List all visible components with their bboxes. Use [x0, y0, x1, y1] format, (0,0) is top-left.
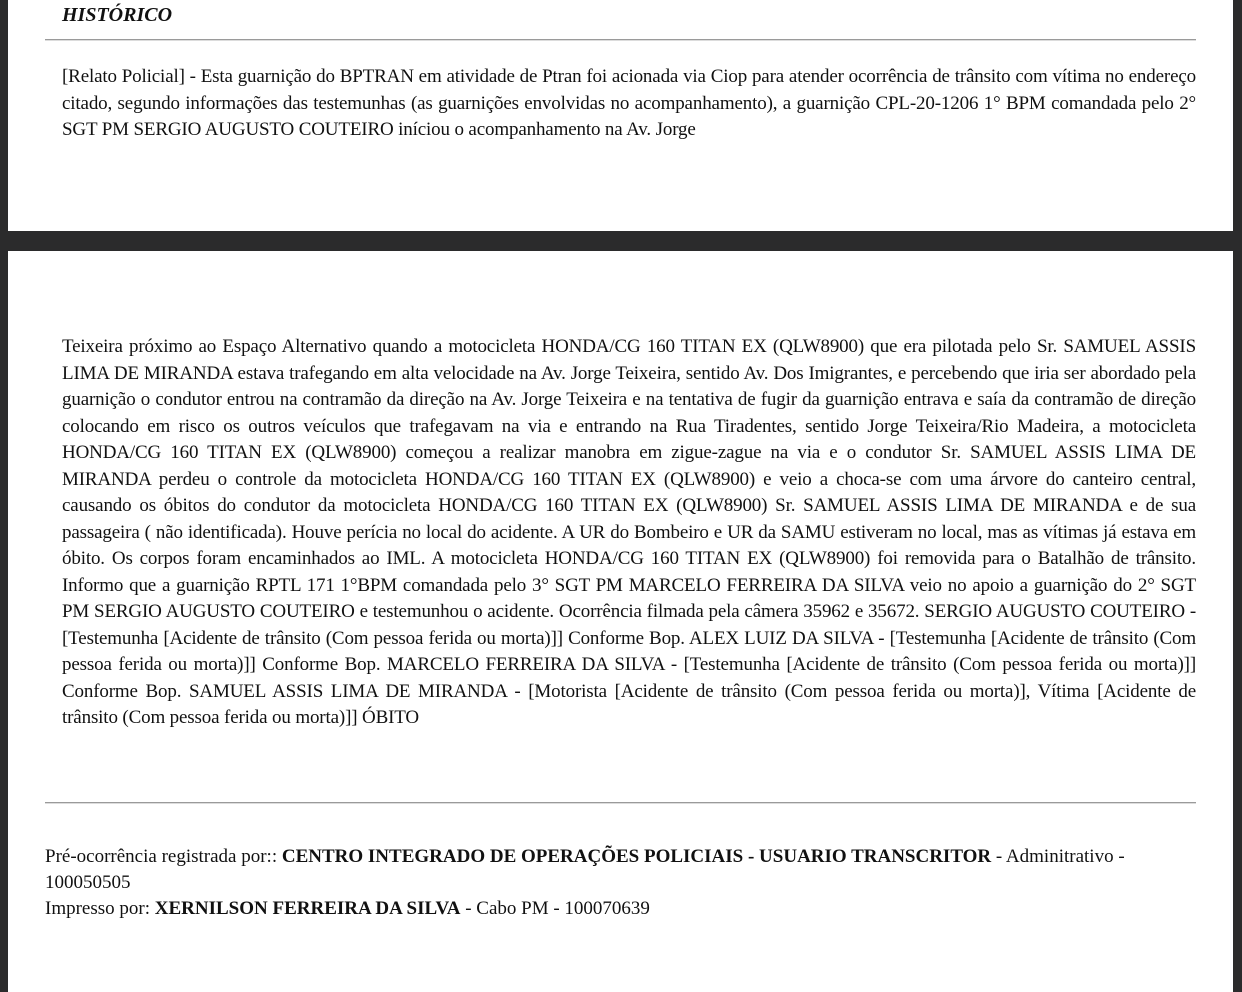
narrative-paragraph-part2: Teixeira próximo ao Espaço Alternativo quando a motocicleta HONDA/CG 160 TITAN EX (QLW8900) que era pilotada pelo Sr. SAMUEL ASSIS LIMA DE MIRANDA estava trafegando em alta velocidade na Av. Jorge Teixeira, sentido Av. Dos Imigrantes, e percebendo que iria ser abordado pela guarnição o condutor entrou na contramão da direção na Av. Jorge Teixeira e na tentativa de fugir da guarnição entrava e saía da contramão de direção colocando em risco os outros veículos que trafegavam na via e entrando na Rua Tiradentes, sentido Jorge Teixeira/Rio Madeira, a motocicleta HONDA/CG 160 TITAN EX (QLW8900) começou a realizar manobra em zigue-zague na via e o condutor Sr. SAMUEL ASSIS LIMA DE MIRANDA perdeu o controle da motocicleta HONDA/CG 160 TITAN EX (QLW8900) e veio a choca-se com uma árvore do canteiro central, causando os óbitos do condutor da motocicleta HONDA/CG 160 TITAN EX (QLW8900) Sr. SAMUEL ASSIS LIMA DE MIRANDA e de sua passageira ( não identificada). Houve perícia no local do acidente. A UR do Bombeiro e UR da SAMU estiveram no local, mas as vítimas já estava em óbito. Os corpos foram encaminhados ao IML. A motocicleta HONDA/CG 160 TITAN EX (QLW8900) foi removida para o Batalhão de trânsito. Informo que a guarnição RPTL 171 1°BPM comandada pelo 3° SGT PM MARCELO FERREIRA DA SILVA veio no apoio a guarnição do 2° SGT PM SERGIO AUGUSTO COUTEIRO e testemunhou o acidente. Ocorrência filmada pela câmera 35962 e 35672. SERGIO AUGUSTO COUTEIRO - [Testemunha [Acidente de trânsito (Com pessoa ferida ou morta)]] Conforme Bop. ALEX LUIZ DA SILVA - [Testemunha [Acidente de trânsito (Com pessoa ferida ou morta)]] Conforme Bop. MARCELO FERREIRA DA SILVA - [Testemunha [Acidente de trânsito (Com pessoa ferida ou morta)]] Conforme Bop. SAMUEL ASSIS LIMA DE MIRANDA - [Motorista [Acidente de trânsito (Com pessoa ferida ou morta)], Vítima [Acidente de trânsito (Com pessoa ferida ou morta)]] ÓBITO — [62, 336, 1196, 728]
registered-by-line — [45, 844, 1205, 896]
registered-by-name: CENTRO INTEGRADO DE OPERAÇÕES POLICIAIS - USUARIO TRANSCRITOR — [281, 846, 992, 867]
footer-block — [45, 844, 1205, 922]
footer-divider — [45, 802, 1196, 804]
document-page-top — [8, 0, 1233, 231]
printed-by-name: XERNILSON FERREIRA DA SILVA — [154, 898, 461, 919]
registered-label: Pré-ocorrência registrada por:: — [45, 846, 278, 867]
printed-by-line — [45, 896, 1205, 922]
document-page-bottom — [8, 251, 1233, 992]
printed-label: Impresso por: — [45, 898, 151, 919]
section-title: HISTÓRICO — [62, 4, 173, 26]
narrative-paragraph-part1: [Relato Policial] - Esta guarnição do BPTRAN em atividade de Ptran foi acionada via Ciop para atender ocorrência de trânsito com vítima no endereço citado, segundo informações das testemunhas (as guarnições envolvidas no acompanhamento), a guarnição CPL-20-1206 1° BPM comandada pelo 2° SGT PM SERGIO AUGUSTO COUTEIRO iníciou o acompanhamento na Av. Jorge — [62, 66, 1196, 140]
section-divider — [45, 39, 1196, 41]
registered-suffix: - Adminitrativo - 100050505 — [45, 846, 1125, 893]
printed-suffix: - Cabo PM - 100070639 — [465, 898, 650, 919]
